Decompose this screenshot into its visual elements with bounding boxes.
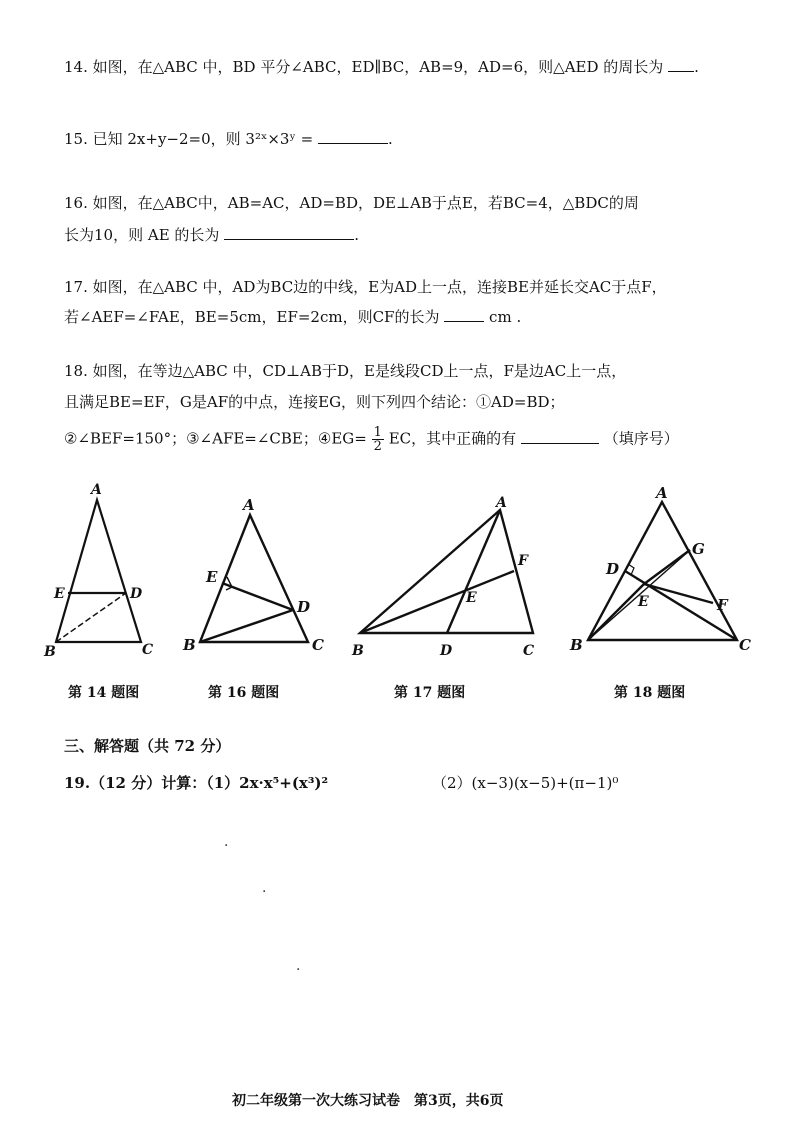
fig18-label-e: E: [638, 594, 649, 610]
answer-blank: [224, 225, 354, 240]
question-18-text-a: ②∠BEF=150°；③∠AFE=∠CBE；④EG=: [64, 429, 367, 448]
page-footer: 初二年级第一次大练习试卷 第3页，共6页: [232, 1093, 504, 1109]
fig16-label-e: E: [206, 568, 218, 586]
fig14-label-a: A: [91, 482, 102, 498]
figure-18: [569, 484, 751, 654]
fig16-label-b: B: [183, 636, 196, 654]
figure-18-caption: 第 18 题图: [614, 685, 686, 701]
figure-14: [43, 482, 153, 660]
answer-blank: [444, 307, 484, 322]
question-19-part-1: 19.（12 分）计算：（1）2x·x⁵+(x³)²: [64, 774, 329, 792]
question-19: [64, 772, 328, 793]
question-16-line-1: 16. 如图，在△ABC中，AB=AC，AD=BD，DE⊥AB于点E，若BC=4，△BDC的周: [64, 194, 639, 212]
question-14-end: .: [694, 58, 699, 76]
fig18-label-a: A: [656, 484, 668, 502]
fig17-label-a: A: [496, 495, 507, 511]
fig18-label-b: B: [570, 636, 583, 654]
fig18-label-d: D: [606, 560, 620, 578]
fig16-label-a: A: [243, 496, 255, 514]
fig18-segment-eg: [644, 550, 690, 584]
fig18-label-f: F: [717, 596, 728, 614]
section-3-title: 三、解答题（共 72 分）: [64, 737, 231, 755]
answer-blank: [668, 57, 694, 72]
fig16-right-angle-mark: [226, 577, 232, 590]
fig17-label-d: D: [440, 643, 453, 659]
fig17-segment-bf: [360, 571, 514, 633]
question-18-line-2: 且满足BE=EF，G是AF的中点，连接EG，则下列四个结论：①AD=BD；: [64, 393, 565, 411]
fig17-label-f: F: [518, 553, 528, 569]
figure-17-caption: 第 17 题图: [394, 685, 466, 701]
figure-17: [351, 495, 534, 659]
fig14-label-d: D: [130, 586, 143, 602]
fraction-numerator: 1: [373, 425, 382, 440]
fig16-segment-bd: [200, 610, 293, 642]
fig18-label-g: G: [692, 540, 705, 558]
fig17-triangle-abc: [360, 510, 533, 633]
figure-14-caption: 第 14 题图: [68, 685, 140, 701]
scan-speck: ·: [262, 884, 267, 900]
question-16-text: 长为10，则 AE 的长为: [64, 226, 220, 244]
fig18-segment-ef: [644, 584, 713, 603]
question-17-line-2: [64, 306, 521, 327]
fig17-median-ad: [447, 510, 500, 633]
answer-blank: [318, 129, 388, 144]
question-17-end: cm .: [489, 308, 522, 326]
fig14-label-c: C: [142, 642, 154, 658]
fraction-denominator: 2: [373, 439, 382, 454]
question-16-end: .: [354, 226, 359, 244]
scan-speck: ·: [224, 838, 229, 854]
figure-16: [182, 496, 324, 654]
scan-speck: ·: [296, 962, 301, 978]
fig18-label-c: C: [739, 636, 751, 654]
question-14: [64, 56, 699, 77]
question-15-end: .: [387, 130, 393, 148]
question-19-part-2: （2）(x−3)(x−5)+(π−1)⁰: [432, 774, 619, 792]
question-18-text-b: EC，其中正确的有: [388, 429, 517, 448]
question-14-text: 14. 如图，在△ABC 中，BD 平分∠ABC，ED∥BC，AB=9，AD=6，则△AED 的周长为: [64, 58, 664, 76]
question-18-line-3: [64, 426, 679, 453]
fig14-segment-bd: [56, 593, 126, 642]
figures-row: [0, 470, 794, 700]
fig14-triangle-abc: [56, 500, 141, 642]
question-18-line-1: 18. 如图，在等边△ABC 中，CD⊥AB于D，E是线段CD上一点，F是边AC上一点，: [64, 362, 627, 380]
fig14-label-b: B: [44, 644, 56, 660]
fig17-label-b: B: [352, 643, 364, 659]
figure-16-caption: 第 16 题图: [208, 685, 280, 701]
question-17-text: 若∠AEF=∠FAE，BE=5cm，EF=2cm，则CF的长为: [64, 308, 440, 326]
question-16-line-2: [64, 224, 359, 245]
fig18-segment-be: [588, 584, 644, 640]
fraction-half: [372, 426, 384, 453]
fig16-label-c: C: [312, 636, 324, 654]
question-15: [64, 128, 393, 149]
answer-blank: [521, 429, 599, 444]
fig17-label-c: C: [523, 643, 535, 659]
fig16-label-d: D: [297, 598, 311, 616]
fig17-label-e: E: [466, 590, 477, 606]
question-18-text-c: （填序号）: [603, 429, 679, 448]
question-15-text: 15. 已知 2x+y−2=0，则 3²ˣ×3ʸ =: [64, 130, 314, 148]
question-17-line-1: 17. 如图，在△ABC 中，AD为BC边的中线，E为AD上一点，连接BE并延长交AC于点F，: [64, 278, 667, 296]
fig14-label-e: E: [54, 586, 65, 602]
